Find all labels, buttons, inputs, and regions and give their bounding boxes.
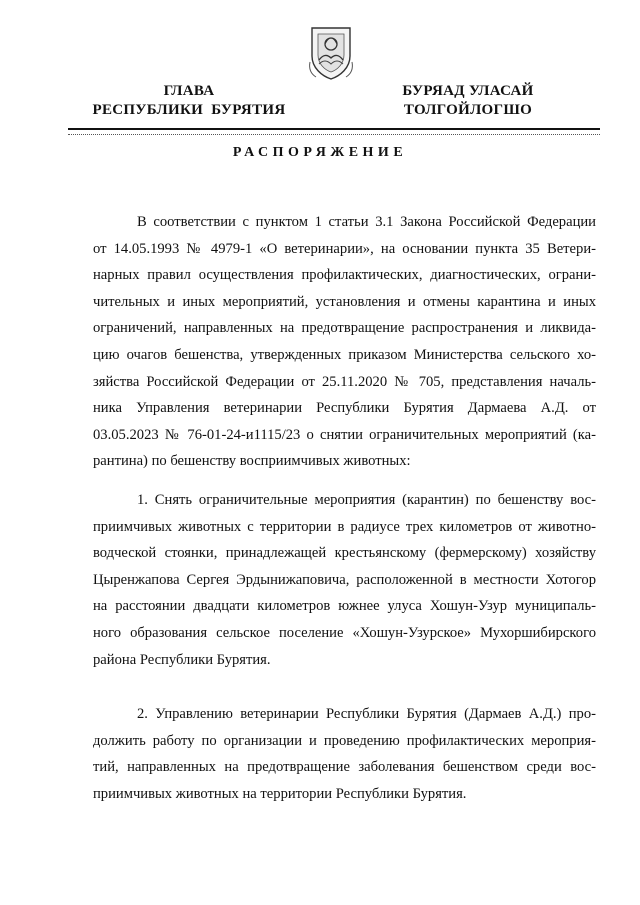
coat-of-arms-icon	[306, 22, 356, 82]
issuer-header-bua	[378, 82, 558, 120]
header-dotted-divider	[68, 134, 600, 135]
text-line: района Республики Бурятия.	[93, 651, 271, 668]
text-line: водческой стоянки, принадлежащей крестьянскому (фермерскому) хозяйству	[93, 545, 596, 562]
text-line: В соответствии с пунктом 1 статьи 3.1 Закона Российской Федерации	[137, 214, 596, 230]
clause-2-paragraph	[93, 701, 596, 807]
text-line: нарных правил осуществления профилактических, диагностических, ограни-	[93, 267, 596, 284]
text-line: зяйства Российской Федерации от 25.11.2020 № 705, представления началь-	[93, 373, 596, 390]
text-line: чительных и иных мероприятий, установления и отмены карантина и иных	[93, 293, 596, 310]
issuer-line-1: ГЛАВА	[163, 83, 215, 99]
issuer-line-2: РЕСПУБЛИКИ БУРЯТИЯ	[92, 102, 286, 118]
text-line: ограничений, направленных на предотвращение распространения и ликвида-	[93, 320, 596, 337]
issuer-line-2: ТОЛГОЙЛОГШО	[403, 102, 533, 118]
text-line: ного образования сельское поселение «Хошун-Узурское» Мухоршибирского	[93, 624, 596, 641]
preamble-paragraph	[93, 209, 596, 475]
document-title: РАСПОРЯЖЕНИЕ	[232, 145, 408, 160]
text-line: Цыренжапова Сергея Эрдынижаповича, расположенной в местности Хотогор	[93, 571, 596, 588]
text-line: приимчивых животных с территории в радиусе трех километров от животно-	[93, 518, 596, 535]
text-line: на расстоянии двадцати километров южнее улуса Хошун-Узур муниципаль-	[93, 598, 596, 615]
text-line: рантина) по бешенству восприимчивых животных:	[93, 453, 411, 470]
text-line: цию очагов бешенства, утвержденных приказом Министерства сельского хо-	[93, 346, 596, 363]
text-line: 03.05.2023 № 76-01-24-и1115/23 о снятии ограничительных мероприятий (ка-	[93, 426, 596, 443]
issuer-line-1: БУРЯАД УЛАСАЙ	[402, 83, 534, 99]
text-line: 2. Управлению ветеринарии Республики Бурятия (Дармаев А.Д.) про-	[137, 706, 596, 722]
text-line: от 14.05.1993 № 4979-1 «О ветеринарии», на основании пункта 35 Ветери-	[93, 240, 596, 257]
text-line: 1. Снять ограничительные мероприятия (карантин) по бешенству вос-	[137, 492, 596, 508]
text-line: приимчивых животных на территории Республики Бурятия.	[93, 785, 467, 802]
text-line: тий, направленных на предотвращение заболевания бешенством среди вос-	[93, 759, 596, 776]
header-divider	[68, 128, 600, 130]
text-line: должить работу по организации и проведению профилактических мероприя-	[93, 732, 596, 749]
text-line: ника Управления ветеринарии Республики Бурятия Дармаева А.Д. от	[93, 400, 596, 417]
clause-1-paragraph	[93, 487, 596, 673]
issuer-header-ru	[84, 82, 294, 120]
